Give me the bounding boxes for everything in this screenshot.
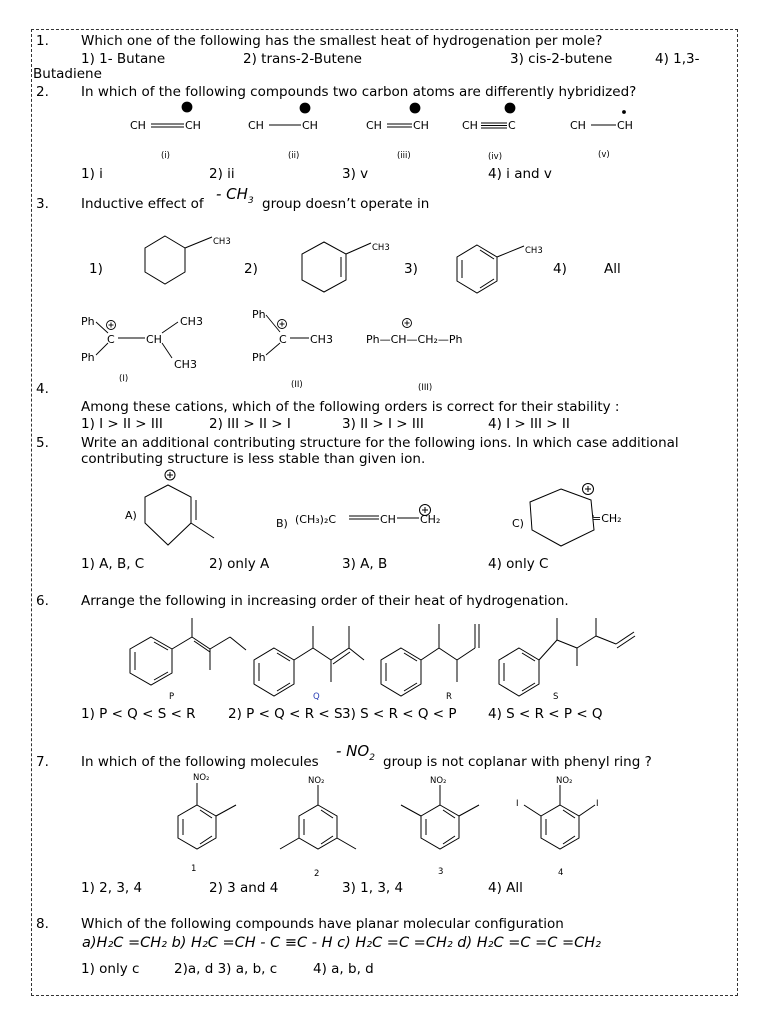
q4-text: Among these cations, which of the following orders is correct for their stability : <box>81 399 620 415</box>
q2-text: In which of the following compounds two carbon atoms are differently hybridized? <box>81 84 637 100</box>
q4-ii-c: C <box>279 333 287 346</box>
q8-option-2-3: 2)a, d 3) a, b, c <box>174 961 278 977</box>
q2-charges <box>182 102 626 114</box>
q2-option-3: 3) v <box>342 166 369 182</box>
q3-methylcyclohexene <box>302 242 371 292</box>
q7-iodo-right: I <box>596 799 599 809</box>
q7-no2-2: NO₂ <box>308 776 325 786</box>
q3-option-3: 3) <box>404 261 418 277</box>
q8-option-1: 1) only c <box>81 961 140 977</box>
q5-structure-c <box>530 484 594 547</box>
q7-no2-3: NO₂ <box>430 776 447 786</box>
q6-text: Arrange the following in increasing order of their heat of hydrogenation. <box>81 593 569 609</box>
q2-s5-left: CH <box>570 119 586 132</box>
q4-i-ch3-top: CH3 <box>180 315 203 328</box>
q2-label-iii: (iii) <box>397 151 411 161</box>
q4-number: 4. <box>36 381 49 397</box>
q7-label-3: 3 <box>438 867 444 877</box>
q7-text-post: group is not coplanar with phenyl ring ? <box>383 754 652 770</box>
q7-option-4: 4) All <box>488 880 523 896</box>
q6-number: 6. <box>36 593 49 609</box>
q2-label-v: (v) <box>598 150 610 160</box>
q1-text: Which one of the following has the smallest heat of hydrogenation per mole? <box>81 33 603 49</box>
q6-molecule-q <box>254 626 364 696</box>
q6-option-1: 1) P < Q < S < R <box>81 706 196 722</box>
q4-i-ch3-bottom: CH3 <box>174 358 197 371</box>
q3-ch3-2: CH3 <box>372 243 390 253</box>
q7-molecule-3 <box>401 785 479 849</box>
q2-bonds <box>151 123 616 128</box>
q6-option-2: 2) P < Q < R < S <box>228 706 343 722</box>
q3-text-pre: Inductive effect of <box>81 196 204 212</box>
q4-i-ph-bottom: Ph <box>81 351 95 364</box>
q6-molecule-r <box>381 624 479 696</box>
q5-option-2: 2) only A <box>209 556 270 572</box>
q4-ii-ph-bottom: Ph <box>252 351 266 364</box>
q2-option-2: 2) ii <box>209 166 235 182</box>
q5-label-c: C) <box>512 517 524 530</box>
q2-s1-left: CH <box>130 119 146 132</box>
q2-s4-left: CH <box>462 119 478 132</box>
q5-option-3: 3) A, B <box>342 556 388 572</box>
q8-formulas: a)H₂C =CH₂ b) H₂C =CH - C ≡C - H c) H₂C =C =CH₂ d) H₂C =C =C =CH₂ <box>82 935 601 951</box>
q4-ii-ph-top: Ph <box>252 308 266 321</box>
q4-bonds <box>96 315 412 358</box>
q3-option-1: 1) <box>89 261 103 277</box>
q2-label-i: (i) <box>161 151 170 161</box>
q7-molecule-1 <box>178 783 236 849</box>
q2-s2-right: CH <box>302 119 318 132</box>
q4-option-3: 3) II > I > III <box>342 416 424 432</box>
q7-option-1: 1) 2, 3, 4 <box>81 880 143 896</box>
q7-group: - $NO_2$ <box>336 742 375 763</box>
q1-number: 1. <box>36 33 49 49</box>
q8-number: 8. <box>36 916 49 932</box>
q6-molecule-p <box>130 618 246 685</box>
q5-structure-b <box>349 505 431 520</box>
q3-text-post: group doesn’t operate in <box>262 196 430 212</box>
q2-s2-left: CH <box>248 119 264 132</box>
q5-label-b: B) <box>276 517 288 530</box>
q2-label-iv: (iv) <box>488 152 503 162</box>
q2-label-ii: (ii) <box>288 151 300 161</box>
q3-methylcyclohexane <box>145 236 212 284</box>
q6-label-r: R <box>446 692 452 702</box>
q5-b-ch2: CH₂ <box>420 513 441 526</box>
q6-option-4: 4) S < R < P < Q <box>488 706 603 722</box>
q3-toluene <box>457 245 524 293</box>
q1-option-4-cont: Butadiene <box>33 66 102 82</box>
q5-b-ch: CH <box>380 513 396 526</box>
q7-no2-4: NO₂ <box>556 776 573 786</box>
q5-b-left: (CH₃)₂C <box>295 513 337 526</box>
q1-option-2: 2) trans-2-Butene <box>243 51 362 67</box>
q3-ch3-3: CH3 <box>525 246 543 256</box>
q7-iodo-left: I <box>516 799 519 809</box>
q6-label-q: Q <box>313 692 320 702</box>
q4-label-i: (I) <box>119 374 129 384</box>
q1-option-4: 4) 1,3- <box>655 51 700 67</box>
q5-text-2: contributing structure is less stable than given ion. <box>81 451 426 467</box>
q8-text: Which of the following compounds have planar molecular configuration <box>81 916 564 932</box>
q7-label-1: 1 <box>191 864 197 874</box>
q6-label-p: P <box>169 692 175 702</box>
q1-option-1: 1) 1- Butane <box>81 51 166 67</box>
q7-number: 7. <box>36 754 49 770</box>
q3-group: - $CH_3$ <box>216 185 254 206</box>
q2-option-4: 4) i and v <box>488 166 552 182</box>
q3-number: 3. <box>36 196 49 212</box>
q5-structure-a <box>145 470 214 545</box>
q3-option-4: 4) <box>553 261 567 277</box>
q2-s3-right: CH <box>413 119 429 132</box>
q3-ch3-1: CH3 <box>213 237 231 247</box>
q7-option-2: 2) 3 and 4 <box>209 880 279 896</box>
q4-label-iii: (III) <box>418 383 433 393</box>
q2-s3-left: CH <box>366 119 382 132</box>
q6-label-s: S <box>553 692 559 702</box>
q1-option-3: 3) cis-2-butene <box>510 51 613 67</box>
q2-number: 2. <box>36 84 49 100</box>
q3-option-4-text: All <box>604 261 621 277</box>
q4-option-2: 2) III > II > I <box>209 416 291 432</box>
q3-option-2: 2) <box>244 261 258 277</box>
q5-label-a: A) <box>125 509 137 522</box>
q2-option-1: 1) i <box>81 166 103 182</box>
q5-number: 5. <box>36 435 49 451</box>
q7-label-4: 4 <box>558 868 564 878</box>
q5-text-1: Write an additional contributing structure for the following ions. In which case additional <box>81 435 679 451</box>
q6-molecule-s <box>499 618 635 696</box>
q5-c-ch2: =CH₂ <box>592 512 622 525</box>
q5-option-4: 4) only C <box>488 556 549 572</box>
q7-no2-1: NO₂ <box>193 773 210 783</box>
q4-option-1: 1) I > II > III <box>81 416 163 432</box>
q4-label-ii: (II) <box>291 380 303 390</box>
q2-s4-right: C <box>508 119 516 132</box>
q4-i-ch: CH <box>146 333 162 346</box>
q4-i-c: C <box>107 333 115 346</box>
q4-option-4: 4) I > III > II <box>488 416 570 432</box>
q6-option-3: 3) S < R < Q < P <box>342 706 457 722</box>
q4-i-ph-top: Ph <box>81 315 95 328</box>
q7-molecule-2 <box>280 785 356 849</box>
q2-s1-right: CH <box>185 119 201 132</box>
q7-option-3: 3) 1, 3, 4 <box>342 880 404 896</box>
q4-iii-formula: Ph—CH—CH₂—Ph <box>366 333 463 346</box>
q7-text-pre: In which of the following molecules <box>81 754 319 770</box>
q4-ii-ch3: CH3 <box>310 333 333 346</box>
q7-label-2: 2 <box>314 869 320 879</box>
q2-s5-right: CH <box>617 119 633 132</box>
q5-option-1: 1) A, B, C <box>81 556 145 572</box>
q8-option-4: 4) a, b, d <box>313 961 374 977</box>
q7-molecule-4 <box>524 785 595 849</box>
